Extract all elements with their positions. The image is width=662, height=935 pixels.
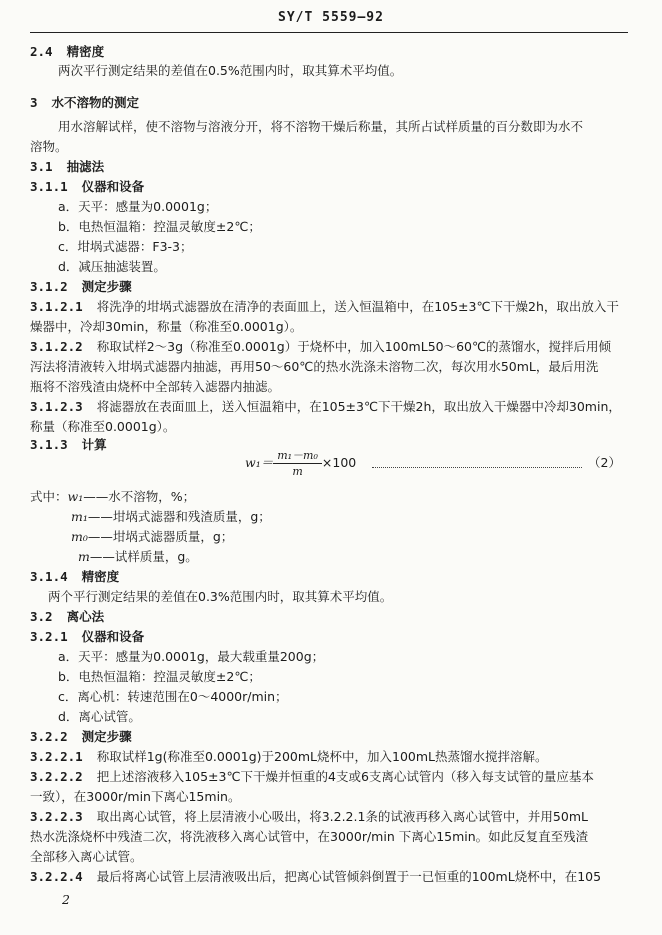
section-3-2-2-heading: 3.2.2 测定步骤 (30, 729, 132, 744)
formula-leader (372, 458, 582, 468)
equation-number: （2） (588, 455, 621, 470)
clause-3-1-2-2-line3: 瓶将不溶残渣由烧杯中全部转入滤器内抽滤。 (30, 379, 281, 394)
section-3-paragraph-line1: 用水溶解试样，使不溶物与溶液分开，将不溶物干燥后称量，其所占试样质量的百分数即为水不 (58, 119, 584, 134)
list-item: b．电热恒温箱：控温灵敏度±2℃； (58, 219, 261, 234)
clause-3-2-2-3-line3: 全部移入离心试管。 (30, 849, 143, 864)
section-2-4-heading: 2.4 精密度 (30, 44, 105, 59)
section-3-paragraph-line2: 溶物。 (30, 139, 68, 154)
page-number: 2 (62, 892, 70, 907)
clause-3-1-2-1-line2: 燥器中，冷却30min，称量（称准至0.0001g）。 (30, 319, 303, 334)
formula: w₁＝ $\frac{\text{m₁－m₀}}{m}$ ×100 (245, 449, 357, 478)
clause-3-2-2-3-line1: 3.2.2.3 取出离心试管，将上层清液小心吸出，将3.2.2.1条的试液再移入离心试管中，并用50mL (30, 809, 588, 824)
clause-3-2-2-2-line2: 一致），在3000r/min下离心15min。 (30, 789, 241, 804)
clause-3-1-2-1-line1: 3.1.2.1 将洗净的坩埚式滤器放在清净的表面皿上，送入恒温箱中，在105±3℃下干燥2h，取出放入干 (30, 299, 619, 314)
clause-3-1-2-2-line1: 3.1.2.2 称取试样2～3g（称准至0.0001g）于烧杯中，加入100mL50～60℃的蒸馏水，搅拌后用倾 (30, 339, 612, 354)
clause-3-2-2-2-line1: 3.2.2.2 把上述溶液移入105±3℃下干燥并恒重的4支或6支离心试管内（移入每支试管的量应基本 (30, 769, 594, 784)
formula-fraction: $\frac{\text{m₁－m₀}}{m}$ (273, 448, 322, 479)
header-rule (30, 32, 628, 33)
list-item: b．电热恒温箱：控温灵敏度±2℃； (58, 669, 261, 684)
section-3-1-3-heading: 3.1.3 计算 (30, 437, 107, 452)
list-item: c．离心机：转速范围在0～4000r/min； (58, 689, 288, 704)
section-3-1-4-text: 两个平行测定结果的差值在0.3%范围内时，取其算术平均值。 (48, 589, 393, 604)
clause-3-1-2-3-line2: 称量（称准至0.0001g）。 (30, 419, 176, 434)
where-line-m1: m₁——坩埚式滤器和残渣质量，g； (71, 509, 271, 524)
clause-3-2-2-4-line1: 3.2.2.4 最后将离心试管上层清液吸出后，把离心试管倾斜倒置于一已恒重的100mL烧杯中，在105 (30, 869, 602, 884)
clause-3-1-2-2-line2: 泻法将清液转入坩埚式滤器内抽滤，再用50～60℃的热水洗涤未溶物二次，每次用水50mL，最后用洗 (30, 359, 599, 374)
where-line-w1: 式中：w₁——水不溶物，%； (30, 489, 196, 504)
list-item: a．天平：感量为0.0001g； (58, 199, 218, 214)
list-item: c．坩埚式滤器：F3-3； (58, 239, 193, 254)
list-item: d．减压抽滤装置。 (58, 259, 166, 274)
list-item: a．天平：感量为0.0001g，最大载重量200g； (58, 649, 325, 664)
clause-3-1-2-3-line1: 3.1.2.3 将滤器放在表面皿上，送入恒温箱中，在105±3℃下干燥2h，取出放入干燥器中冷却30min， (30, 399, 621, 414)
clause-3-2-2-3-line2: 热水洗涤烧杯中残渣二次，将洗液移入离心试管中，在3000r/min 下离心15min。如此反复直至残渣 (30, 829, 589, 844)
page-header: SY/T 5559—92 (278, 10, 384, 25)
section-3-1-1-heading: 3.1.1 仪器和设备 (30, 179, 145, 194)
clause-3-2-2-1-line1: 3.2.2.1 称取试样1g(称准至0.0001g)于200mL烧杯中，加入100mL热蒸馏水搅拌溶解。 (30, 749, 548, 764)
section-3-heading: 3 水不溶物的测定 (30, 95, 140, 110)
section-3-1-heading: 3.1 抽滤法 (30, 159, 105, 174)
where-line-m: m——试样质量，g。 (78, 549, 198, 564)
list-item: d．离心试管。 (58, 709, 141, 724)
section-3-2-heading: 3.2 离心法 (30, 609, 105, 624)
section-3-2-1-heading: 3.2.1 仪器和设备 (30, 629, 145, 644)
section-3-1-2-heading: 3.1.2 测定步骤 (30, 279, 132, 294)
where-line-m0: m₀——坩埚式滤器质量，g； (71, 529, 234, 544)
section-2-4-text: 两次平行测定结果的差值在0.5%范围内时，取其算术平均值。 (58, 63, 403, 78)
section-3-1-4-heading: 3.1.4 精密度 (30, 569, 120, 584)
